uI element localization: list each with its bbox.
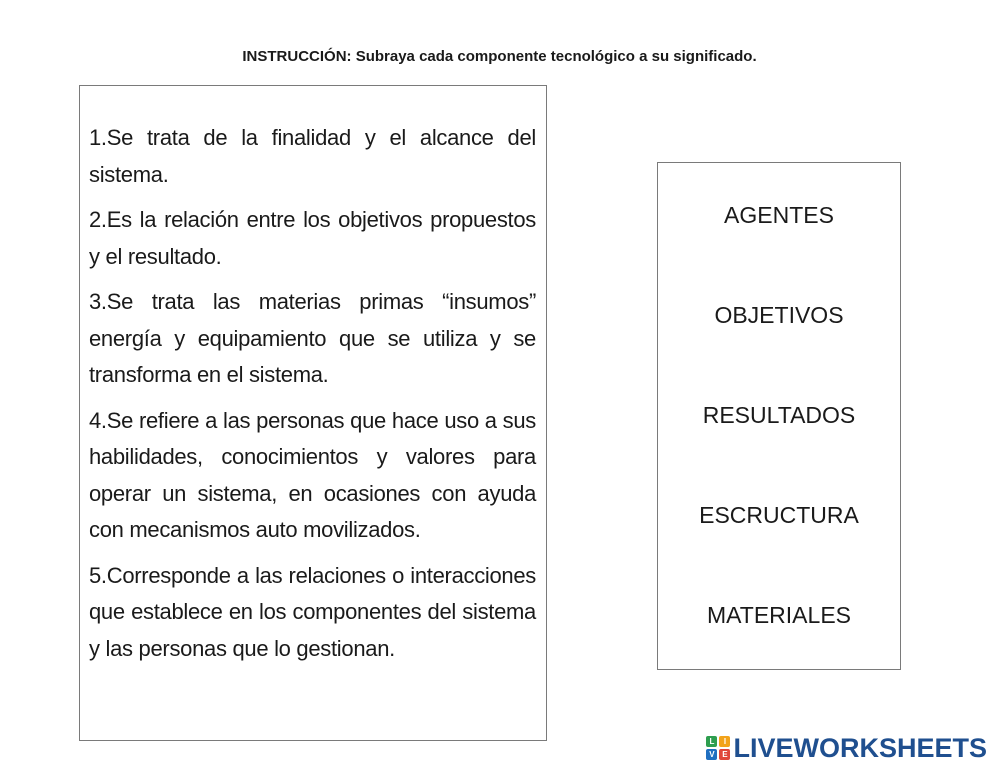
option-materiales[interactable]: MATERIALES [707,602,851,628]
options-list [658,197,900,697]
option-resultados[interactable]: RESULTADOS [702,402,856,428]
option-escructura[interactable]: ESCRUCTURA [699,502,859,528]
liveworksheets-logo-icon [706,736,730,760]
option-agentes[interactable]: AGENTES [724,202,834,228]
logo-mark-tile: I [719,736,730,747]
logo-mark-tile: L [706,736,717,747]
definition-item-4[interactable]: 4.Se refiere a las personas que hace uso a sus habilidades, conocimientos y valores para operar un sistema, en ocasiones con ayuda con mecanismos auto movilizados. [89,407,536,542]
definition-item-5[interactable]: 5.Corresponde a las relaciones o interacciones que establece en los componentes del sistema y las personas que lo gestionan. [89,562,536,661]
definition-item-1[interactable]: 1.Se trata de la finalidad y el alcance del sistema. [89,125,536,187]
definitions-box [79,85,547,741]
options-box [657,162,901,670]
logo-mark-tile: V [706,749,717,760]
liveworksheets-logo [706,731,987,765]
instruction-heading: INSTRUCCIÓN: Subraya cada componente tecnológico a su significado. [242,48,757,65]
logo-mark-tile: E [719,749,730,760]
definition-item-2[interactable]: 2.Es la relación entre los objetivos propuestos y el resultado. [89,207,536,269]
definition-item-3[interactable]: 3.Se trata las materias primas “insumos” energía y equipamiento que se utiliza y se transforma en el sistema. [89,289,536,387]
logo-text: LIVEWORKSHEETS [733,733,987,763]
option-objetivos[interactable]: OBJETIVOS [714,302,844,328]
definitions-list [89,120,536,676]
